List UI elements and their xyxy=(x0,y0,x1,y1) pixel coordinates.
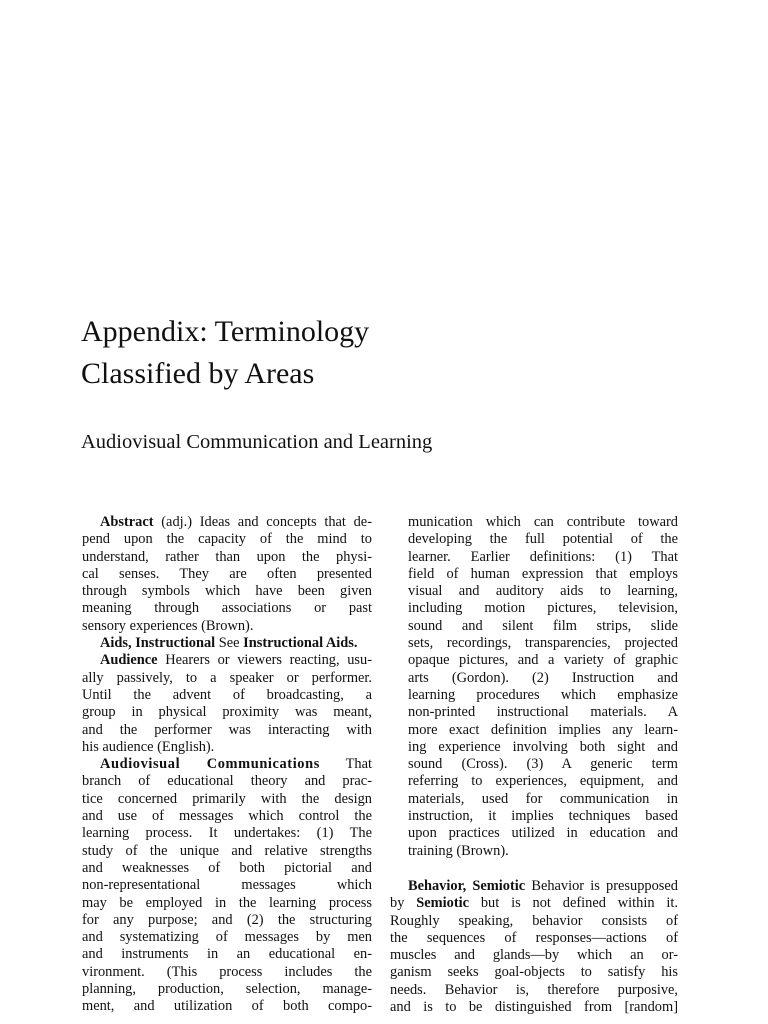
cross-reference-instructional-aids: Instructional Aids. xyxy=(243,635,358,652)
entry-audiovisual-communications: Audiovisual Communications That branch of educational theory and prac- tice concerned primarily with the design and use of messages which control the learning process. It undertakes: (1) The study of the unique and relative strengths and weaknesses of both pictorial and non-representational messages which may be employed in the learning process for any purpose; and (2) the structuring and systematizing of messages by men and instruments in an educational en- vironment. (This process includes the planning, production, selection, manage- ment, and utilization of both compo- xyxy=(82,756,372,1015)
term-aids: Aids, Instructional xyxy=(100,635,216,652)
entry-audiovisual-continued: munication which can contribute toward developing the full potential of the learner. Earlier definitions: (1) That field of human expression that employs visual and auditory aids to learning, including motion pictures, television, sound and silent film strips, slide sets, recordings, transparencies, projected opaque pictures, and a variety of graphic arts (Gordon). (2) Instruction and learning procedures which emphasize non-printed instructional materials. A more exact definition implies any learn- ing experience involving both sight and sound (Cross). (3) A generic term referring to experiences, equipment, and materials, used for communication in instruction, it implies techniques based upon practices utilized in education and training (Brown). xyxy=(408,514,678,859)
entry-aids-instructional: Aids, Instructional See Instructional Aids. xyxy=(100,635,358,652)
term-audiovisual-communications: Audiovisual Communications xyxy=(100,756,320,773)
cross-reference-semiotic: Semiotic xyxy=(416,895,469,912)
entry-abstract: Abstract (adj.) Ideas and concepts that de- pend upon the capacity of the mind to understand, rather than upon the physi- cal senses. They are often presented through symbols which have been given meaning through associations or past sensory experiences (Brown). xyxy=(82,514,372,634)
title-line-2: Classified by Areas xyxy=(81,357,315,390)
section-subtitle: Audiovisual Communication and Learning xyxy=(81,431,433,453)
right-column xyxy=(390,514,678,1016)
entry-behavior-semiotic: Behavior, Semiotic Behavior is presupposed by Semiotic but is not defined within it. Roughly speaking, behavior consists of the sequences of responses—actions of muscles and glands—by which an or- ganism seeks goal-objects to satisfy his needs. Behavior is, therefore purposive, and is to be distinguished from [random] xyxy=(390,877,678,1016)
term-abstract: Abstract xyxy=(100,514,154,530)
left-column xyxy=(82,514,372,1016)
term-audience: Audience xyxy=(100,652,158,669)
term-behavior-semiotic: Behavior, Semiotic xyxy=(408,877,526,894)
title-line-1: Appendix: Terminology xyxy=(81,315,370,348)
entry-audience: Audience Hearers or viewers reacting, usu- ally passively, to a speaker or performer. Until the advent of broadcasting, a group in physical proximity was meant, and the performer was interacting with his audience (English). xyxy=(82,652,372,755)
entry-gap xyxy=(390,860,678,878)
appendix-title xyxy=(81,311,369,395)
